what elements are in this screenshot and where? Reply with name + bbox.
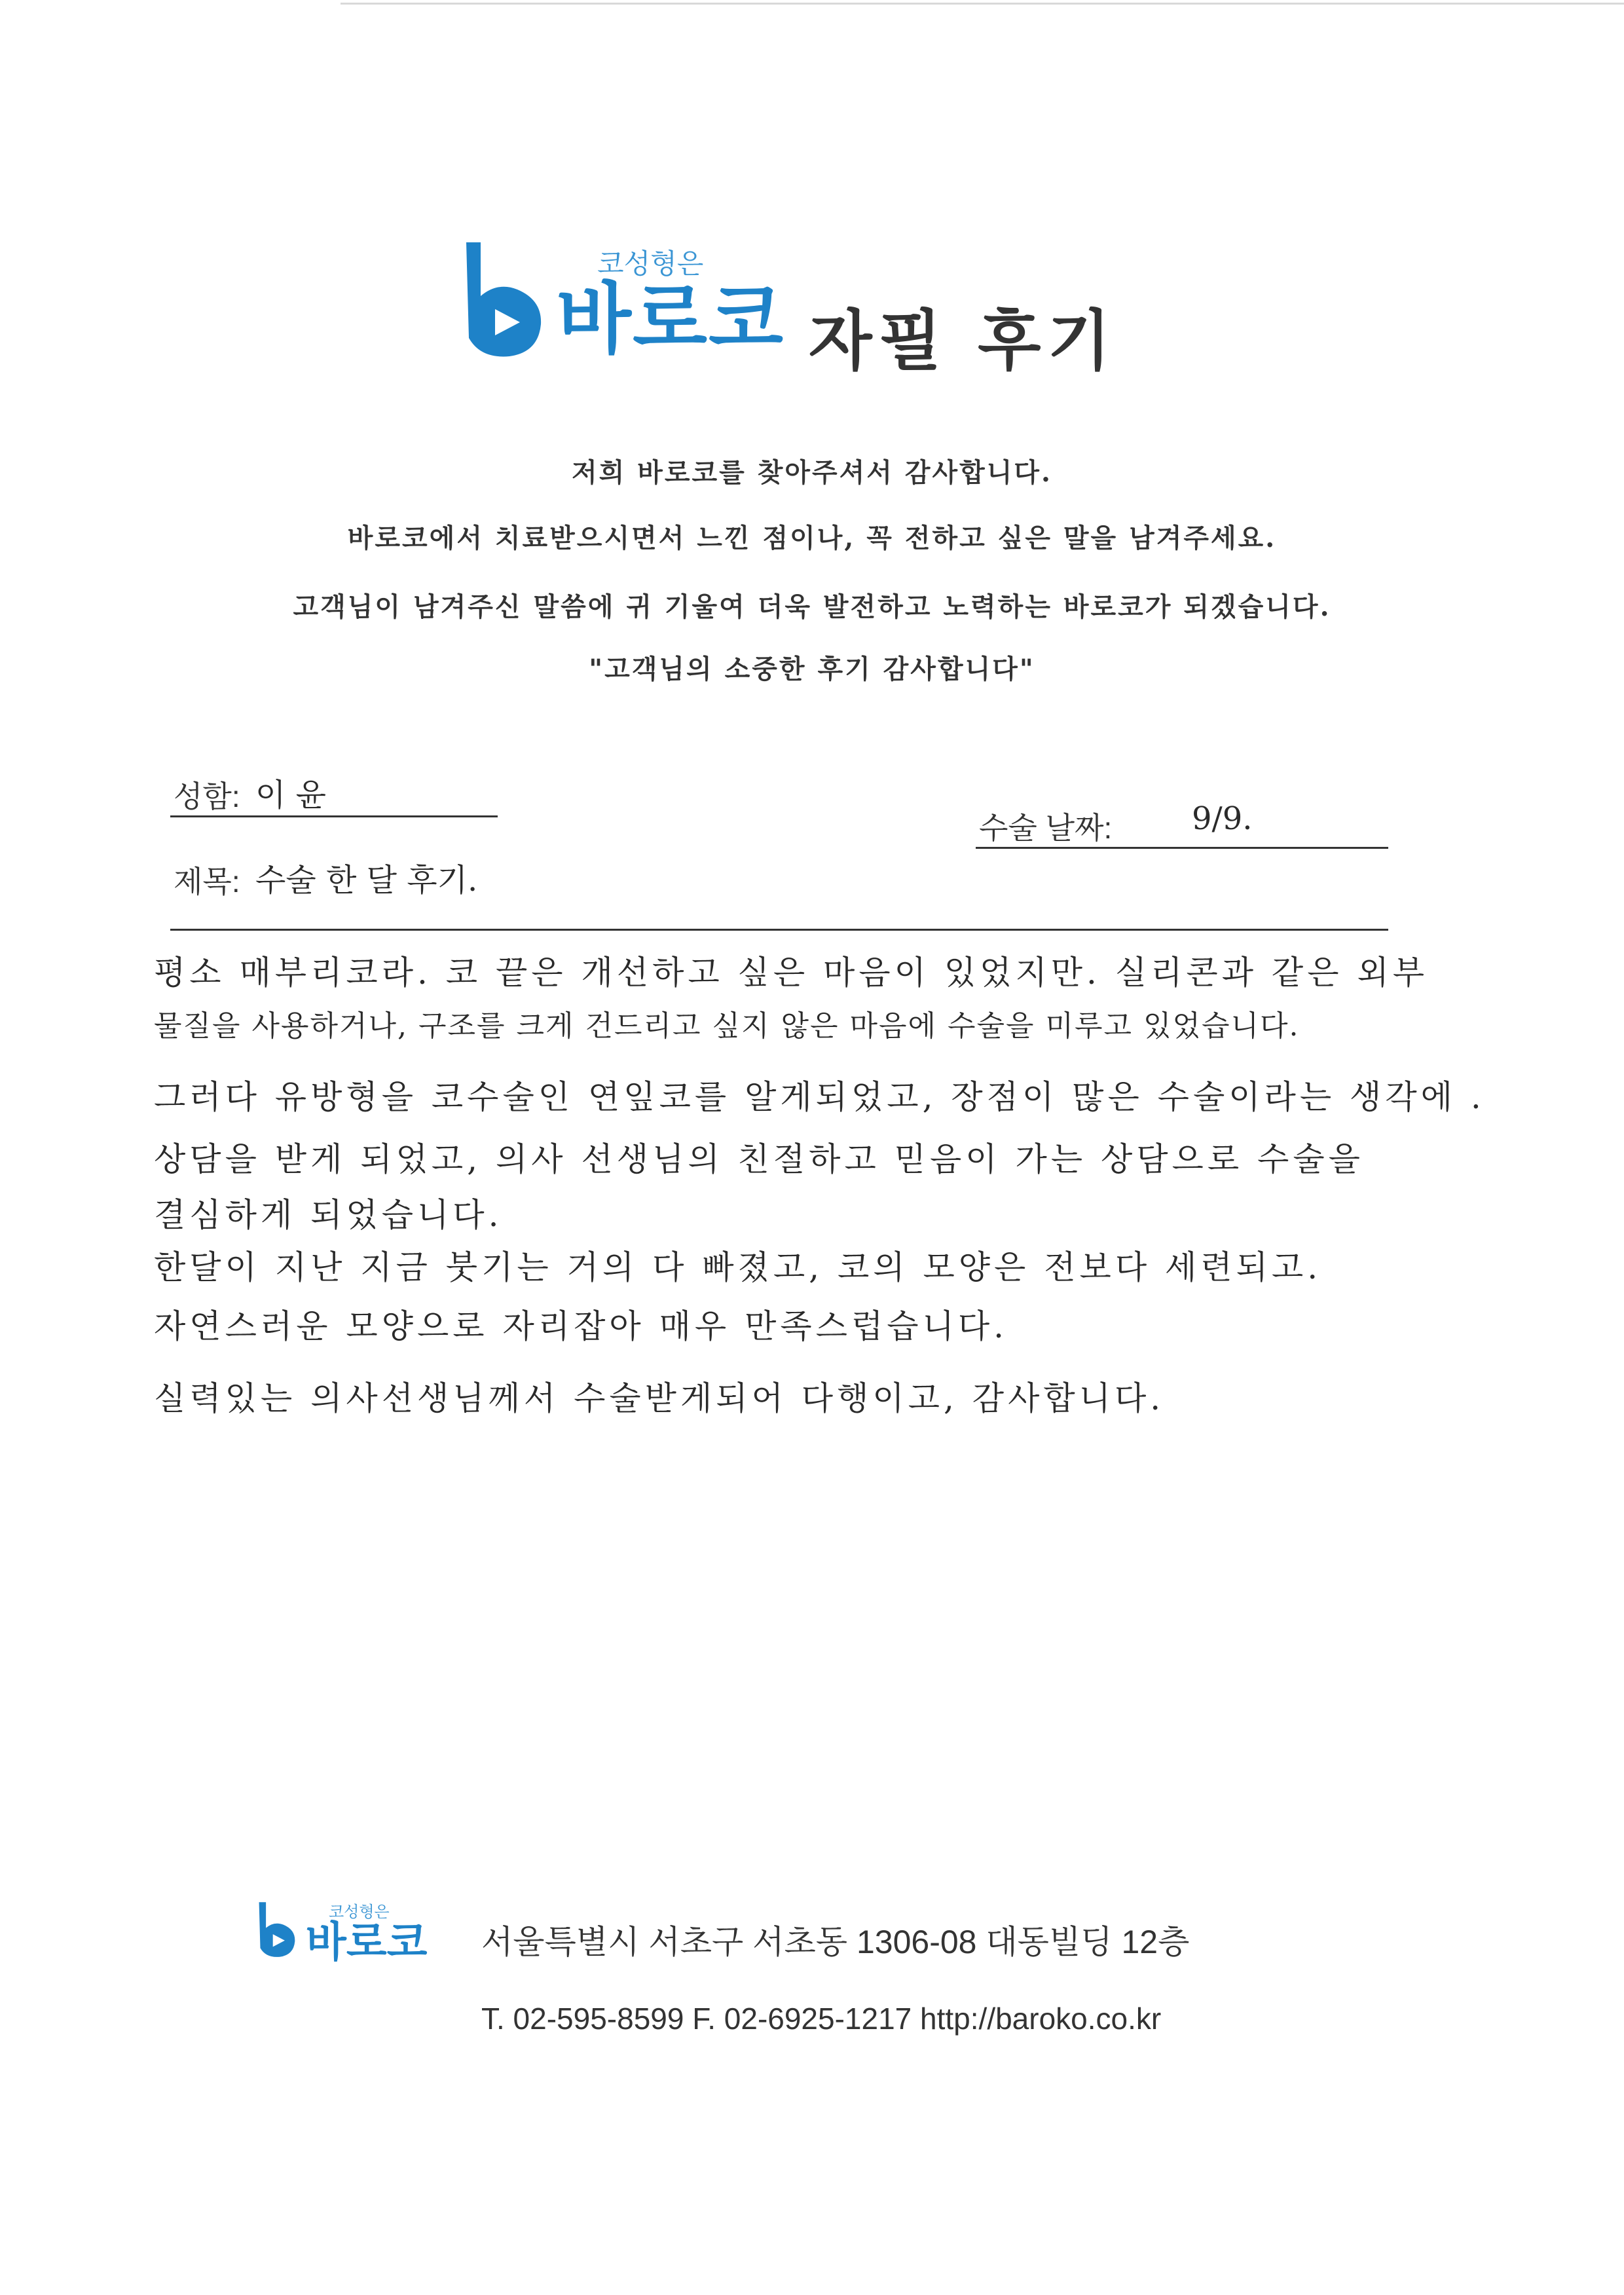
review-line: 자연스러운 모양으로 자리잡아 매우 만족스럽습니다. — [154, 1307, 1008, 1345]
header-logo — [452, 236, 784, 365]
subject-underline — [170, 929, 1388, 931]
intro-line: 바로코에서 치료받으시면서 느낀 점이나, 꼭 전하고 싶은 말을 남겨주세요. — [347, 523, 1277, 553]
footer-logo-name: 바로코 — [306, 1918, 428, 1967]
date-label: 수술 날짜: — [979, 811, 1113, 845]
subject-value: 수술 한 달 후기. — [255, 862, 478, 899]
page-title: 자필 후기 — [809, 303, 1118, 379]
footer-logo-subtitle: 코성형은 — [329, 1903, 390, 1922]
scan-edge-line — [341, 3, 1624, 5]
review-line: 평소 매부리코라. 코 끝은 개선하고 싶은 마음이 있었지만. 실리콘과 같은 외부 — [154, 954, 1429, 992]
footer-logo-text — [306, 1903, 427, 1965]
date-value: 9/9. — [1192, 800, 1253, 837]
subject-label: 제목: — [174, 865, 240, 899]
footer-address: 서울특별시 서초구 서초동 1306-08 대동빌딩 12층 — [481, 1924, 1190, 1960]
review-line: 상담을 받게 되었고, 의사 선생님의 친절하고 믿음이 가는 상담으로 수술을 — [154, 1140, 1364, 1178]
logo-name: 바로코 — [557, 274, 784, 365]
footer-contact: T. 02-595-8599 F. 02-6925-1217 http://baroko.co.kr — [481, 2002, 1162, 2036]
name-underline — [170, 815, 498, 817]
logo-subtitle: 코성형은 — [597, 247, 704, 280]
baroko-logo-icon — [452, 236, 550, 360]
review-line: 한달이 지난 지금 붓기는 거의 다 빠졌고, 코의 모양은 전보다 세련되고. — [154, 1248, 1322, 1286]
name-label: 성함: — [174, 779, 240, 813]
intro-quote: "고객님의 소중한 후기 감사합니다" — [589, 654, 1035, 684]
review-line: 결심하게 되었습니다. — [154, 1196, 503, 1234]
baroko-logo-icon — [252, 1893, 299, 1965]
date-underline — [976, 847, 1388, 849]
intro-line: 저희 바로코를 찾아주셔서 감사합니다. — [572, 457, 1052, 488]
header-logo-text — [557, 247, 784, 365]
name-value: 이 윤 — [255, 777, 326, 813]
intro-line: 고객님이 남겨주신 말씀에 귀 기울여 더욱 발전하고 노력하는 바로코가 되겠습니다. — [293, 591, 1331, 622]
review-line: 실력있는 의사선생님께서 수술받게되어 다행이고, 감사합니다. — [154, 1379, 1165, 1417]
footer-logo — [252, 1893, 427, 1965]
review-line: 그러다 유방형을 코수술인 연잎코를 알게되었고, 장점이 많은 수술이라는 생각에 . — [154, 1078, 1485, 1116]
review-line: 물질을 사용하거나, 구조를 크게 건드리고 싶지 않은 마음에 수술을 미루고 있었습니다. — [154, 1009, 1300, 1043]
